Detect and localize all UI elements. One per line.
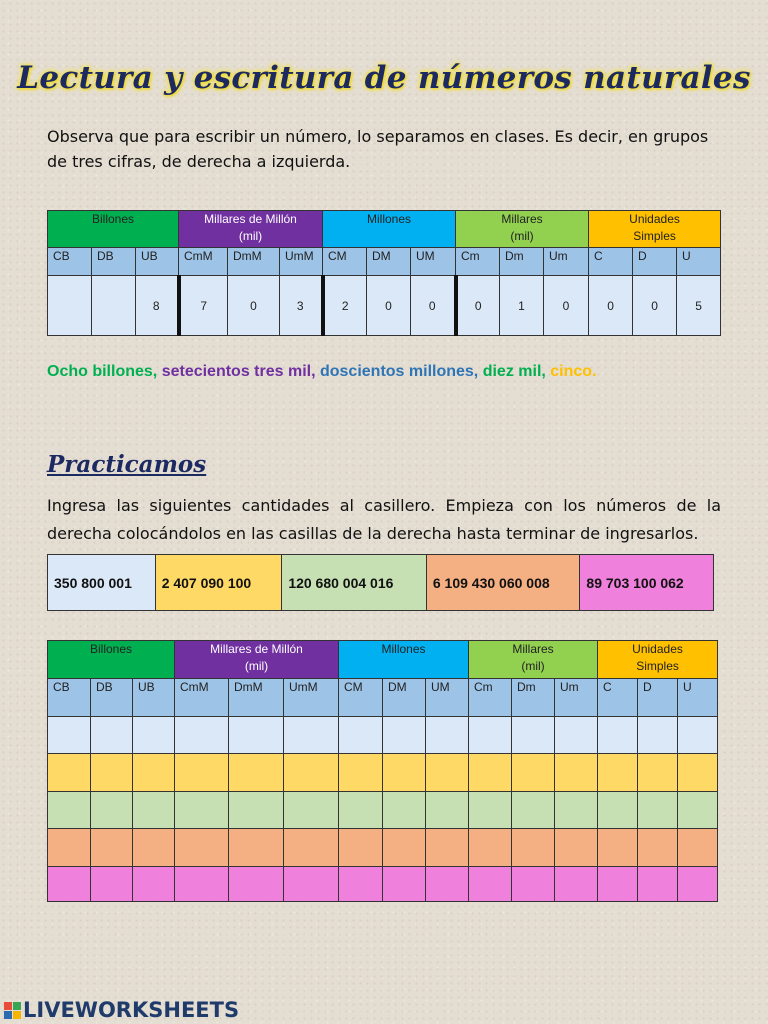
answer-cell-cb[interactable] — [48, 829, 91, 867]
answer-cell-d[interactable] — [638, 829, 678, 867]
answer-cell-dmm[interactable] — [229, 829, 284, 867]
answer-cell-dmm[interactable] — [229, 754, 284, 792]
answer-cell-cm[interactable] — [339, 717, 383, 754]
answer-cell-um[interactable] — [555, 754, 598, 792]
number-reading — [47, 363, 597, 381]
column-header-um: Um — [544, 248, 589, 276]
column-header-um: UM — [426, 679, 469, 717]
answer-cell-dm[interactable] — [512, 754, 555, 792]
group-millones: Millones — [323, 211, 456, 248]
practice-instruction: Ingresa las siguientes cantidades al casillero. Empieza con los números de la derecha colocándolos en las casillas de la derecha hasta terminar de ingresarlos. — [47, 496, 721, 543]
group-millares: Millares (mil) — [456, 211, 589, 248]
digit-cell-dm: 0 — [367, 276, 411, 336]
answer-cell-db[interactable] — [91, 867, 133, 902]
column-header-db: DB — [92, 248, 136, 276]
answer-row-1 — [48, 717, 718, 754]
reading-unidades: cinco. — [550, 363, 597, 380]
answer-cell-umm[interactable] — [284, 754, 339, 792]
reading-millares: diez mil, — [482, 363, 546, 380]
example-place-value-table — [47, 210, 721, 336]
column-header-dm: DM — [383, 679, 426, 717]
column-header-u: U — [677, 248, 721, 276]
answer-cell-c[interactable] — [598, 754, 638, 792]
answer-cell-um[interactable] — [555, 867, 598, 902]
column-header-u: U — [678, 679, 718, 717]
number-card-3[interactable]: 120 680 004 016 — [282, 555, 427, 610]
liveworksheets-logo — [4, 998, 239, 1022]
answer-cell-c[interactable] — [598, 717, 638, 754]
answer-cell-ub[interactable] — [133, 717, 175, 754]
column-header-db: DB — [91, 679, 133, 717]
answer-cell-cb[interactable] — [48, 717, 91, 754]
practice-heading: Practicamos — [47, 451, 207, 478]
digit-cell-cm: 2 — [323, 276, 367, 336]
column-header-cm: CM — [339, 679, 383, 717]
digit-cell-um: 0 — [411, 276, 456, 336]
answer-cell-u[interactable] — [678, 792, 718, 829]
group-millones: Millones — [339, 641, 469, 679]
column-header-um: Um — [555, 679, 598, 717]
column-header-dm: DM — [367, 248, 411, 276]
answer-cell-cmm[interactable] — [175, 754, 229, 792]
digit-cell-db — [92, 276, 136, 336]
answer-cell-dmm[interactable] — [229, 717, 284, 754]
column-header-cm: CM — [323, 248, 367, 276]
number-card-2[interactable]: 2 407 090 100 — [156, 555, 283, 610]
answer-cell-d[interactable] — [638, 717, 678, 754]
answer-cell-um[interactable] — [426, 867, 469, 902]
answer-cell-dm[interactable] — [383, 829, 426, 867]
answer-cell-umm[interactable] — [284, 792, 339, 829]
answer-cell-dm[interactable] — [383, 754, 426, 792]
answer-cell-cm[interactable] — [339, 829, 383, 867]
reading-millones: doscientos millones, — [319, 363, 479, 380]
answer-cell-um[interactable] — [555, 829, 598, 867]
logo-text: LIVEWORKSHEETS — [23, 998, 240, 1022]
answer-row-4 — [48, 829, 718, 867]
column-header-cb: CB — [48, 679, 91, 717]
column-header-c: C — [598, 679, 638, 717]
group-millares-de-millon: Millares de Millón (mil) — [179, 211, 323, 248]
answer-cell-ub[interactable] — [133, 829, 175, 867]
column-header-um: UM — [411, 248, 456, 276]
answer-row-3 — [48, 792, 718, 829]
group-unidades-simples: Unidades Simples — [598, 641, 718, 679]
answer-cell-umm[interactable] — [284, 717, 339, 754]
group-millares: Millares (mil) — [469, 641, 598, 679]
answer-cell-cm[interactable] — [469, 829, 512, 867]
number-card-4[interactable]: 6 109 430 060 008 — [427, 555, 581, 610]
column-header-dm: Dm — [500, 248, 544, 276]
answer-cell-cmm[interactable] — [175, 792, 229, 829]
answer-cell-db[interactable] — [91, 829, 133, 867]
digit-cell-c: 0 — [589, 276, 633, 336]
answer-cell-cmm[interactable] — [175, 829, 229, 867]
answer-cell-um[interactable] — [426, 717, 469, 754]
logo-icon — [4, 1002, 21, 1019]
answer-cell-um[interactable] — [426, 829, 469, 867]
column-header-c: C — [589, 248, 633, 276]
answer-cell-dm[interactable] — [383, 717, 426, 754]
answer-cell-cm[interactable] — [339, 754, 383, 792]
answer-cell-u[interactable] — [678, 717, 718, 754]
answer-cell-dm[interactable] — [512, 829, 555, 867]
answer-cell-d[interactable] — [638, 867, 678, 902]
answer-cell-dm[interactable] — [512, 867, 555, 902]
answer-cell-cm[interactable] — [469, 717, 512, 754]
column-header-d: D — [633, 248, 677, 276]
number-card-5[interactable]: 89 703 100 062 — [580, 555, 713, 610]
answer-cell-u[interactable] — [678, 829, 718, 867]
column-header-dmm: DmM — [228, 248, 280, 276]
intro-text: Observa que para escribir un número, lo separamos en clases. Es decir, en grupos de tres cifras, de derecha a izquierda. — [47, 127, 709, 171]
answer-cell-cm[interactable] — [339, 792, 383, 829]
reading-millares-millon: setecientos tres mil, — [161, 363, 316, 380]
answer-cell-cmm[interactable] — [175, 867, 229, 902]
answer-cell-cb[interactable] — [48, 867, 91, 902]
answer-cell-umm[interactable] — [284, 867, 339, 902]
column-header-cm: Cm — [469, 679, 512, 717]
answer-cell-cb[interactable] — [48, 792, 91, 829]
answer-cell-dmm[interactable] — [229, 867, 284, 902]
answer-cell-u[interactable] — [678, 754, 718, 792]
answer-row-5 — [48, 867, 718, 902]
answer-cell-c[interactable] — [598, 867, 638, 902]
answer-cell-cb[interactable] — [48, 754, 91, 792]
digit-cell-dm: 1 — [500, 276, 544, 336]
column-header-dmm: DmM — [229, 679, 284, 717]
answer-cell-um[interactable] — [555, 717, 598, 754]
answer-cell-cm[interactable] — [469, 792, 512, 829]
answer-cell-umm[interactable] — [284, 829, 339, 867]
answer-cell-db[interactable] — [91, 754, 133, 792]
column-header-cmm: CmM — [175, 679, 229, 717]
column-header-cmm: CmM — [179, 248, 228, 276]
answer-cell-d[interactable] — [638, 754, 678, 792]
answer-cell-db[interactable] — [91, 717, 133, 754]
practice-place-value-table — [47, 640, 718, 902]
answer-cell-d[interactable] — [638, 792, 678, 829]
group-billones: Billones — [48, 641, 175, 679]
answer-cell-um[interactable] — [426, 792, 469, 829]
answer-cell-cm[interactable] — [469, 867, 512, 902]
page-title: Lectura y escritura de números naturales — [17, 60, 751, 96]
digit-cell-umm: 3 — [280, 276, 323, 336]
digit-cell-u: 5 — [677, 276, 721, 336]
number-cards — [47, 554, 714, 611]
digit-cell-ub: 8 — [136, 276, 179, 336]
group-millares-de-millon: Millares de Millón (mil) — [175, 641, 339, 679]
group-unidades-simples: Unidades Simples — [589, 211, 721, 248]
answer-cell-dm[interactable] — [512, 717, 555, 754]
column-header-umm: UmM — [284, 679, 339, 717]
answer-cell-dm[interactable] — [383, 792, 426, 829]
answer-cell-dm[interactable] — [512, 792, 555, 829]
column-header-cm: Cm — [456, 248, 500, 276]
answer-cell-ub[interactable] — [133, 867, 175, 902]
answer-cell-ub[interactable] — [133, 792, 175, 829]
digit-cell-cmm: 7 — [179, 276, 228, 336]
answer-cell-cm[interactable] — [339, 867, 383, 902]
column-header-ub: UB — [136, 248, 179, 276]
column-header-ub: UB — [133, 679, 175, 717]
group-billones: Billones — [48, 211, 179, 248]
answer-cell-cm[interactable] — [469, 754, 512, 792]
digit-cell-cm: 0 — [456, 276, 500, 336]
digit-cell-dmm: 0 — [228, 276, 280, 336]
answer-cell-dm[interactable] — [383, 867, 426, 902]
answer-cell-um[interactable] — [555, 792, 598, 829]
answer-cell-um[interactable] — [426, 754, 469, 792]
number-card-1[interactable]: 350 800 001 — [48, 555, 156, 610]
digit-cell-d: 0 — [633, 276, 677, 336]
answer-cell-u[interactable] — [678, 867, 718, 902]
column-header-d: D — [638, 679, 678, 717]
column-header-umm: UmM — [280, 248, 323, 276]
answer-row-2 — [48, 754, 718, 792]
answer-cell-cmm[interactable] — [175, 717, 229, 754]
answer-cell-c[interactable] — [598, 792, 638, 829]
digit-cell-cb — [48, 276, 92, 336]
digit-cell-um: 0 — [544, 276, 589, 336]
answer-cell-dmm[interactable] — [229, 792, 284, 829]
answer-cell-ub[interactable] — [133, 754, 175, 792]
reading-billones: Ocho billones, — [47, 363, 158, 380]
answer-cell-db[interactable] — [91, 792, 133, 829]
column-header-cb: CB — [48, 248, 92, 276]
column-header-dm: Dm — [512, 679, 555, 717]
answer-cell-c[interactable] — [598, 829, 638, 867]
